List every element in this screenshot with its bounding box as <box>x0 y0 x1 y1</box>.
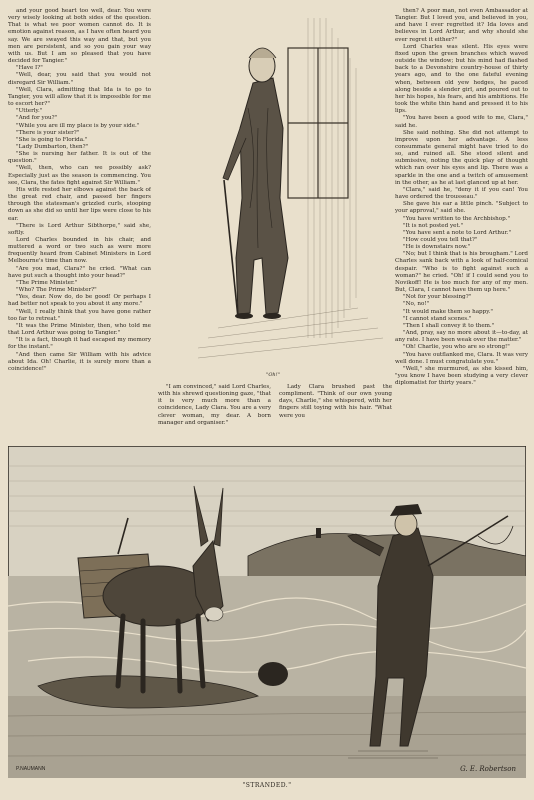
engraver-signature: P.NAUMANN <box>16 766 46 772</box>
paragraph: "Well, then, who can we possibly ask? Especially just as the season is commencing. You see, Clara, the fates fight against Sir William." <box>8 165 151 186</box>
paragraph: Lord Charles bounded in his chair, and muttered a word or two such as were more frequently heard from Cabinet Ministers in Lord Melbourne's time than now. <box>8 237 151 265</box>
artist-signature: G. E. Robertson <box>460 765 516 773</box>
paragraph: "Have I?" <box>16 65 43 72</box>
paragraph: "I am convinced," said Lord Charles, with his shrewd questioning gaze, "that it is very much more than a coincidence, Lady Clara. You are a very clever woman, my dear. A born manager and organiser." <box>158 384 271 426</box>
paragraph: "It was the Prime Minister, then, who told me that Lord Arthur was going to Tangier." <box>8 322 151 337</box>
paragraph: "No, no!" <box>403 301 430 308</box>
paragraph: "Clara," said he, "deny it if you can! You have ordered the trousseau." <box>395 186 528 201</box>
stranded-engraving <box>8 446 526 778</box>
big-illustration-caption: "STRANDED." <box>242 782 292 789</box>
paragraph: "He is downstairs now." <box>403 244 471 251</box>
paragraph: "You have sent a note to Lord Arthur." <box>403 229 512 236</box>
illustration-old-man <box>158 8 388 366</box>
paragraph: "And, pray, say no more about it—to-day, at any rate. I have been weak over the matter." <box>395 330 528 344</box>
paragraph: "Then I shall convey it to them." <box>403 322 495 329</box>
paragraph: "Oh! Charlie, you who are so strong!" <box>403 344 510 351</box>
paragraph: "And then came Sir William with his advice about Ida. Oh! Charlie, it is surely more than a coincidence!" <box>8 351 151 372</box>
paragraph: "She is nursing her father. It is out of the question." <box>8 151 151 165</box>
paragraph: "And for you?" <box>16 115 58 122</box>
paragraph: "It is a fact, though it had escaped my memory for the instant." <box>8 337 151 351</box>
paragraph: Lord Charles was silent. His eyes were fixed upon the green branches which waved outside the window; but his mind had flashed back to a Devonshire country-house of thirty years ago, and to the one fateful evening when, between old yew hedges, he paced along beside a slender girl, and poured out to her his hopes, his fears, and his ambitions. He took the white thin hand and pressed it to his lips. <box>395 43 528 115</box>
paragraph: "How could you tell that?" <box>403 237 478 243</box>
paragraph: "There is your sister?" <box>16 129 80 136</box>
paragraph: "Well, dear, you said that you would not disregard Sir William." <box>8 72 151 86</box>
paragraph: "Not for your blessing?" <box>403 294 472 301</box>
paragraph: "Well, I really think that you have gone rather too far to retreat." <box>8 308 151 322</box>
paragraph: then? A poor man, not even Ambassador at Tangier. But I loved you, and believed in you, and have I ever regretted it? Ida loves and believes in Lord Arthur, and why should she ever regret it either?" <box>395 8 528 43</box>
paragraph: "She is going to Florida." <box>16 136 88 143</box>
paragraph: "Utterly." <box>16 108 43 115</box>
text-column-middle-a <box>158 384 271 436</box>
paragraph: "While you are ill my place is by your side." <box>16 122 140 129</box>
old-man-engraving <box>158 8 388 366</box>
paragraph: "There is Lord Arthur Sibthorpe," said she, softly. <box>8 222 151 236</box>
paragraph: Lady Clara brushed past the compliment. "Think of our own young days, Charlie," she whispered, with her fingers still toying with his hair. "What were you <box>279 384 392 419</box>
text-column-left <box>8 8 151 444</box>
paragraph: "You have been a good wife to me, Clara," said he. <box>395 115 528 129</box>
paragraph: "You have written to the Archbishop." <box>403 215 511 222</box>
small-illustration-caption: "Oh!" <box>266 372 280 378</box>
paragraph: "Well, Clara, admitting that Ida is to go to Tangier, you will allow that it is impossible for me to escort her?" <box>8 86 151 108</box>
paragraph: "Are you mad, Clara?" he cried. "What can have put such a thought into your head?" <box>8 265 151 279</box>
paragraph: "It would make them so happy." <box>403 308 493 315</box>
paragraph: She gave his ear a little pinch. "Subject to your approval," said she. <box>395 201 528 215</box>
paragraph: "The Prime Minister." <box>16 279 78 286</box>
paragraph: "I cannot stand scenes." <box>403 315 472 322</box>
paragraph: "It is not posted yet." <box>403 222 464 229</box>
paragraph: She said nothing. She did not attempt to improve upon her advantage. A less consummate general might have tried to do so, and ruined all. She stood silent and submissive, noting the quick play of thought which ran over his eyes and lip. There was a sparkle in the one and a twitch of amusement in the other, as he at last glanced up at her. <box>395 129 528 186</box>
paragraph: "Who? The Prime Minister?" <box>16 287 97 294</box>
paragraph: "You have outflanked me, Clara. It was very well done. I must congratulate you." <box>395 351 528 365</box>
paragraph: His wife rested her elbows against the back of the great red chair, and passed her fingers through the statesman's grizzled curls, stooping down as she did so until her lips were close to his ear. <box>8 186 151 222</box>
text-columns-middle <box>158 384 528 436</box>
paragraph: "Yes, dear. Now do, do be good! Or perhaps I had better not speak to you about it any more." <box>8 294 151 308</box>
text-column-right <box>395 8 528 386</box>
paragraph: and your good heart too well, dear. You were very wisely looking at both sides of the question. That is what we poor women cannot do. It is emotion against reason, as I have often heard you say. We are swayed this way and that, but you men are persistent, and so you gain your way with us. But I am so pleased that you have decided for Tangier." <box>8 8 151 65</box>
paragraph: "No; but I think that is his brougham." Lord Charles sank back with a look of half-comical despair. "Who is to fight against such a woman?" he cried. "Oh! if I could send you to Novikoff! He is too much for any of my men. But, Clara, I cannot have them up here." <box>395 251 528 294</box>
paragraph: "Well," she murmured, as she kissed him, "you know I have been studying a very clever diplomatist for thirty years." <box>395 365 528 386</box>
text-column-middle-b <box>279 384 392 436</box>
paragraph: "Lady Dumbarton, then?" <box>16 143 89 150</box>
illustration-stranded <box>8 446 526 778</box>
